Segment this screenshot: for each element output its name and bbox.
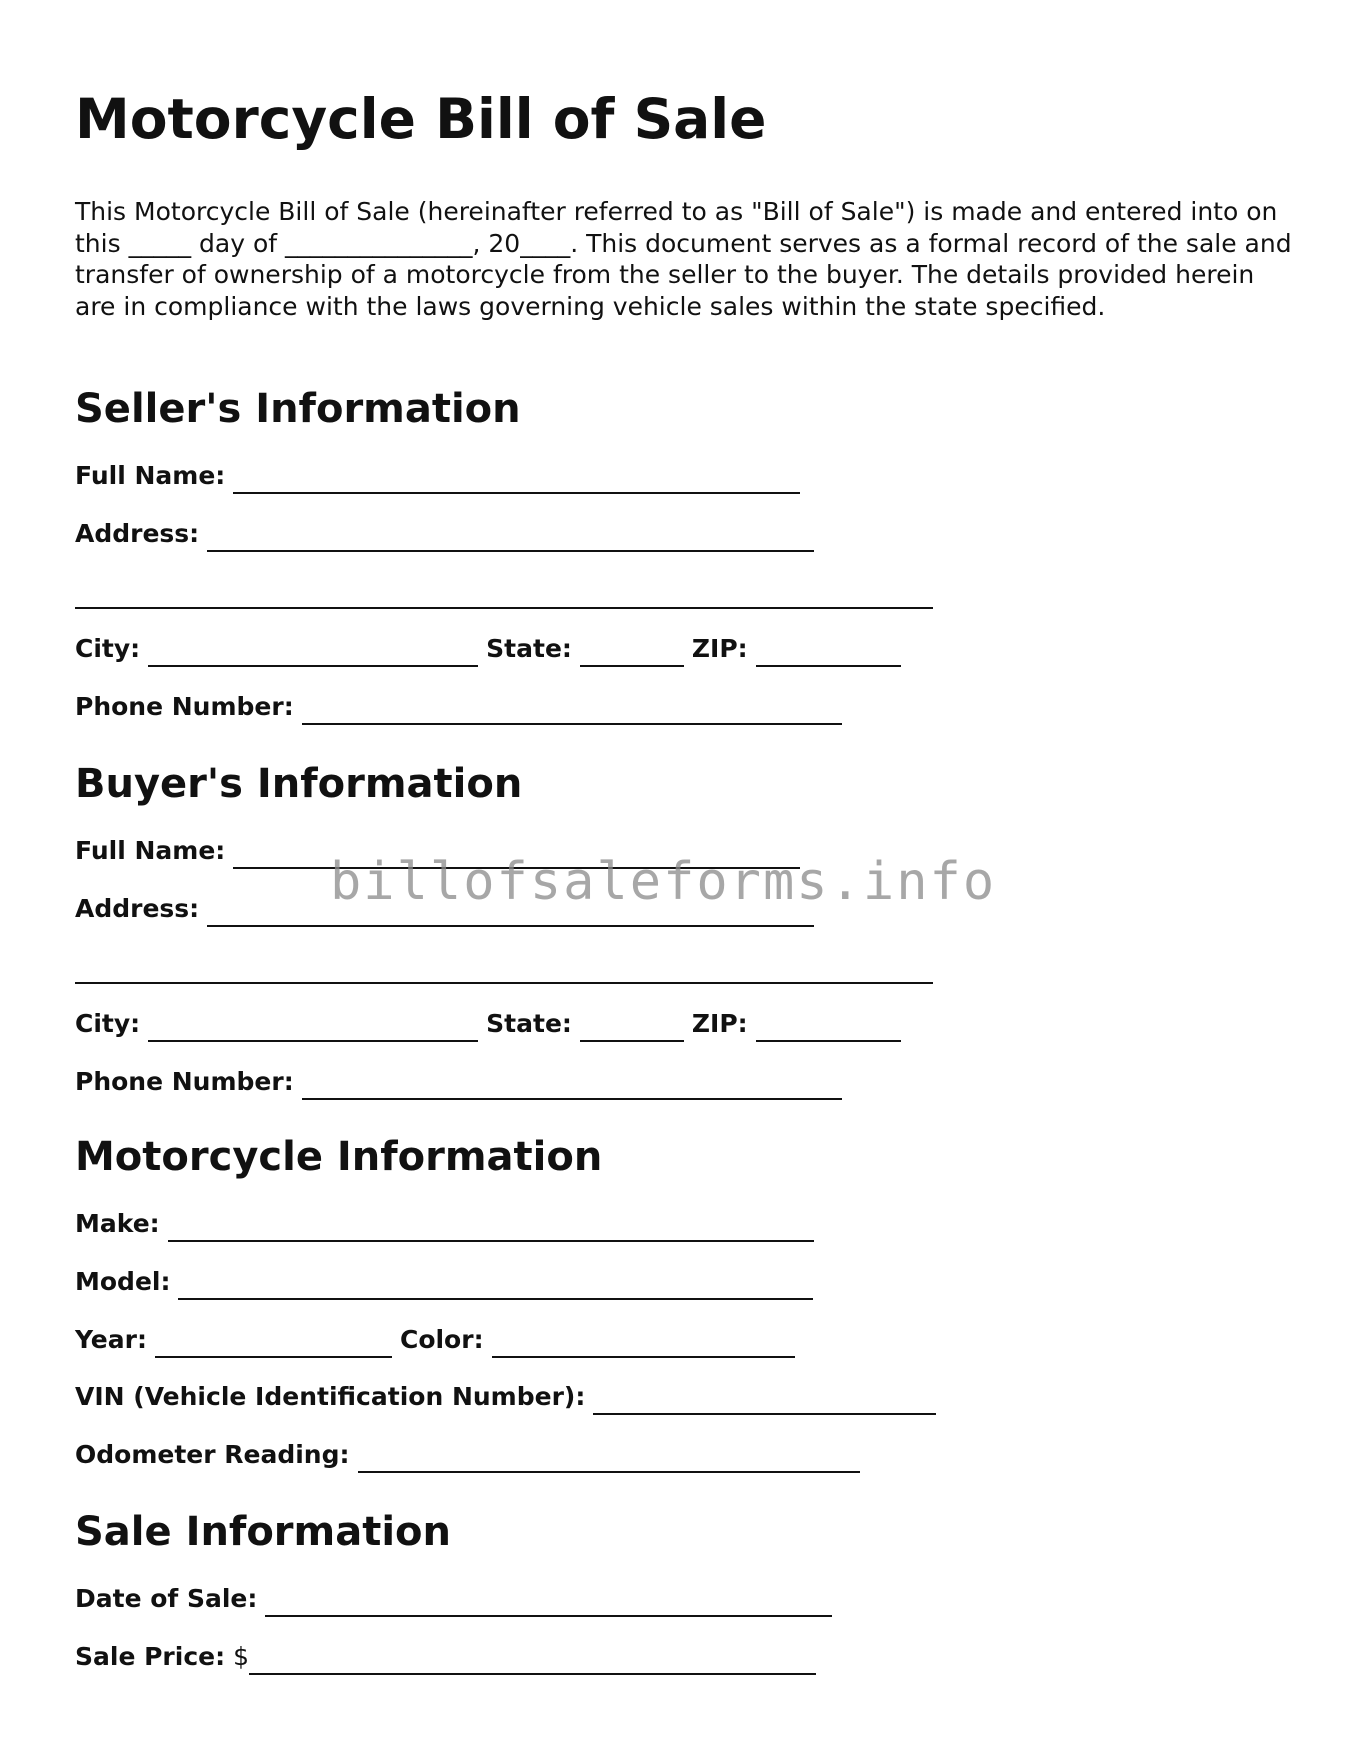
buyer-city-field[interactable] bbox=[148, 1006, 478, 1042]
odometer-label: Odometer Reading: bbox=[75, 1440, 350, 1469]
seller-full-name-field[interactable] bbox=[233, 458, 800, 494]
buyer-phone-label: Phone Number: bbox=[75, 1067, 294, 1096]
sale-heading: Sale Information bbox=[75, 1509, 451, 1555]
year-color-row bbox=[75, 1322, 795, 1358]
seller-phone-field[interactable] bbox=[302, 689, 842, 725]
document-title: Motorcycle Bill of Sale bbox=[75, 87, 767, 151]
buyer-state-field[interactable] bbox=[580, 1006, 684, 1042]
sale-price-field[interactable] bbox=[249, 1639, 816, 1675]
buyer-city-state-zip-row bbox=[75, 1006, 901, 1042]
seller-address-line2-field[interactable] bbox=[75, 573, 933, 609]
seller-city-state-zip-row bbox=[75, 631, 901, 667]
seller-full-name-row bbox=[75, 458, 800, 494]
date-of-sale-field[interactable] bbox=[265, 1581, 832, 1617]
color-field[interactable] bbox=[492, 1322, 795, 1358]
buyer-zip-field[interactable] bbox=[756, 1006, 901, 1042]
seller-address-label: Address: bbox=[75, 519, 200, 548]
watermark: billofsaleforms.info bbox=[330, 852, 997, 912]
make-label: Make: bbox=[75, 1209, 160, 1238]
buyer-zip-label: ZIP: bbox=[691, 1009, 748, 1038]
sale-price-label: Sale Price: bbox=[75, 1642, 226, 1671]
odometer-row bbox=[75, 1437, 860, 1473]
currency-symbol: $ bbox=[233, 1642, 250, 1671]
make-row bbox=[75, 1206, 814, 1242]
seller-city-field[interactable] bbox=[148, 631, 478, 667]
vin-label: VIN (Vehicle Identification Number): bbox=[75, 1382, 586, 1411]
color-label: Color: bbox=[399, 1325, 484, 1354]
buyer-state-label: State: bbox=[486, 1009, 572, 1038]
make-field[interactable] bbox=[168, 1206, 814, 1242]
seller-city-label: City: bbox=[75, 634, 141, 663]
seller-address-row bbox=[75, 516, 814, 552]
seller-state-field[interactable] bbox=[580, 631, 684, 667]
vin-field[interactable] bbox=[593, 1379, 936, 1415]
year-field[interactable] bbox=[155, 1322, 392, 1358]
model-row bbox=[75, 1264, 813, 1300]
seller-phone-label: Phone Number: bbox=[75, 692, 294, 721]
seller-address-line2-row bbox=[75, 573, 933, 609]
seller-heading: Seller's Information bbox=[75, 386, 521, 432]
seller-zip-field[interactable] bbox=[756, 631, 901, 667]
buyer-full-name-label: Full Name: bbox=[75, 836, 226, 865]
sale-price-row bbox=[75, 1639, 816, 1675]
seller-full-name-label: Full Name: bbox=[75, 461, 226, 490]
year-label: Year: bbox=[75, 1325, 147, 1354]
intro-paragraph: This Motorcycle Bill of Sale (hereinafter referred to as "Bill of Sale") is made and entered into on this _____ day of _______________, 20____. This document serves as a formal record of the sale and transfer of ownership of a motorcycle from the seller to the buyer. The details provided herein are in compliance with the laws governing vehicle sales within the state specified. bbox=[75, 197, 1292, 321]
buyer-address-line2-row bbox=[75, 948, 933, 984]
date-of-sale-row bbox=[75, 1581, 832, 1617]
buyer-address-line2-field[interactable] bbox=[75, 948, 933, 984]
model-label: Model: bbox=[75, 1267, 171, 1296]
vin-row bbox=[75, 1379, 936, 1415]
buyer-city-label: City: bbox=[75, 1009, 141, 1038]
seller-zip-label: ZIP: bbox=[691, 634, 748, 663]
buyer-phone-row bbox=[75, 1064, 842, 1100]
motorcycle-heading: Motorcycle Information bbox=[75, 1134, 603, 1180]
buyer-phone-field[interactable] bbox=[302, 1064, 842, 1100]
seller-address-field[interactable] bbox=[207, 516, 814, 552]
odometer-field[interactable] bbox=[358, 1437, 860, 1473]
buyer-address-label: Address: bbox=[75, 894, 200, 923]
seller-state-label: State: bbox=[486, 634, 572, 663]
buyer-heading: Buyer's Information bbox=[75, 761, 523, 807]
date-of-sale-label: Date of Sale: bbox=[75, 1584, 258, 1613]
seller-phone-row bbox=[75, 689, 842, 725]
model-field[interactable] bbox=[178, 1264, 813, 1300]
